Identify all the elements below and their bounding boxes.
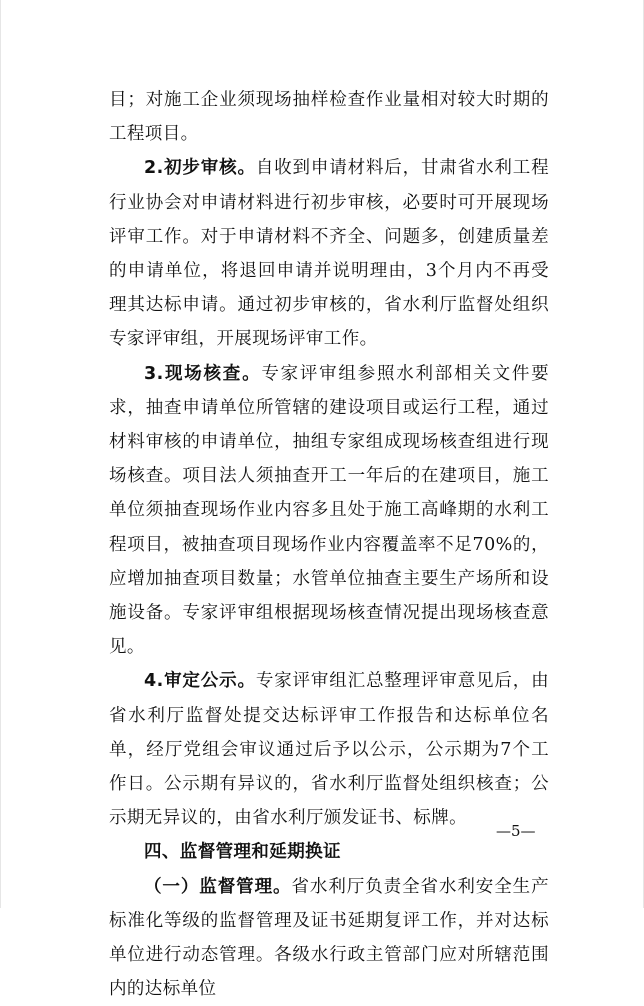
paragraph-supervision <box>109 870 549 1006</box>
section-heading: 四、监督管理和延期换证 <box>144 842 341 863</box>
paragraph-lead: （一）监督管理。 <box>144 876 292 897</box>
paragraph-lead: 2.初步审核。 <box>144 158 256 179</box>
paragraph-lead: 3.现场核查。 <box>144 363 262 384</box>
paragraph-text: 目；对施工企业须现场抽样检查作业量相对较大时期的工程项目。 <box>109 90 549 145</box>
paragraph-text: 专家评审组汇总整理评审意见后，由省水利厅监督处提交达标评审工作报告和达标单位名单，经厅党组会审议通过后予以公示，公示期为7个工作日。公示期有异议的，省水利厅监督处组织核查；公示期无异议的，由省水利厅颁发证书、标牌。 <box>109 671 550 829</box>
document-body <box>109 83 549 1006</box>
paragraph-text: 自收到申请材料后，甘肃省水利工程行业协会对申请材料进行初步审核，必要时可开展现场评审工作。对于申请材料不齐全、问题多，创建质量差的申请单位，将退回申请并说明理由，3个月内不再受理其达标申请。通过初步审核的，省水利厅监督处组织专家评审组，开展现场评审工作。 <box>109 158 550 350</box>
paragraph-continuation <box>109 83 549 151</box>
paragraph-initial-review <box>109 151 549 356</box>
paragraph-site-inspection <box>109 357 549 665</box>
paragraph-text: 专家评审组参照水利部相关文件要求，抽查申请单位所管辖的建设项目或运行工程，通过材料审核的申请单位，抽组专家组成现场核查组进行现场核查。项目法人须抽查开工一年后的在建项目，施工单位须抽查现场作业内容多且处于施工高峰期的水利工程项目，被抽查项目现场作业内容覆盖率不足70%的，应增加抽查项目数量；水管单位抽查主要生产场所和设施设备。专家评审组根据现场核查情况提出现场核查意见。 <box>109 363 550 658</box>
paragraph-lead: 4.审定公示。 <box>144 671 256 692</box>
paragraph-approval-publicity <box>109 664 549 835</box>
page-number: —5— <box>496 822 536 840</box>
paragraph-text: 省水利厅负责全省水利安全生产标准化等级的监督管理及证书延期复评工作，并对达标单位进行动态管理。各级水行政主管部门应对所辖范围内的达标单位 <box>109 876 549 1000</box>
